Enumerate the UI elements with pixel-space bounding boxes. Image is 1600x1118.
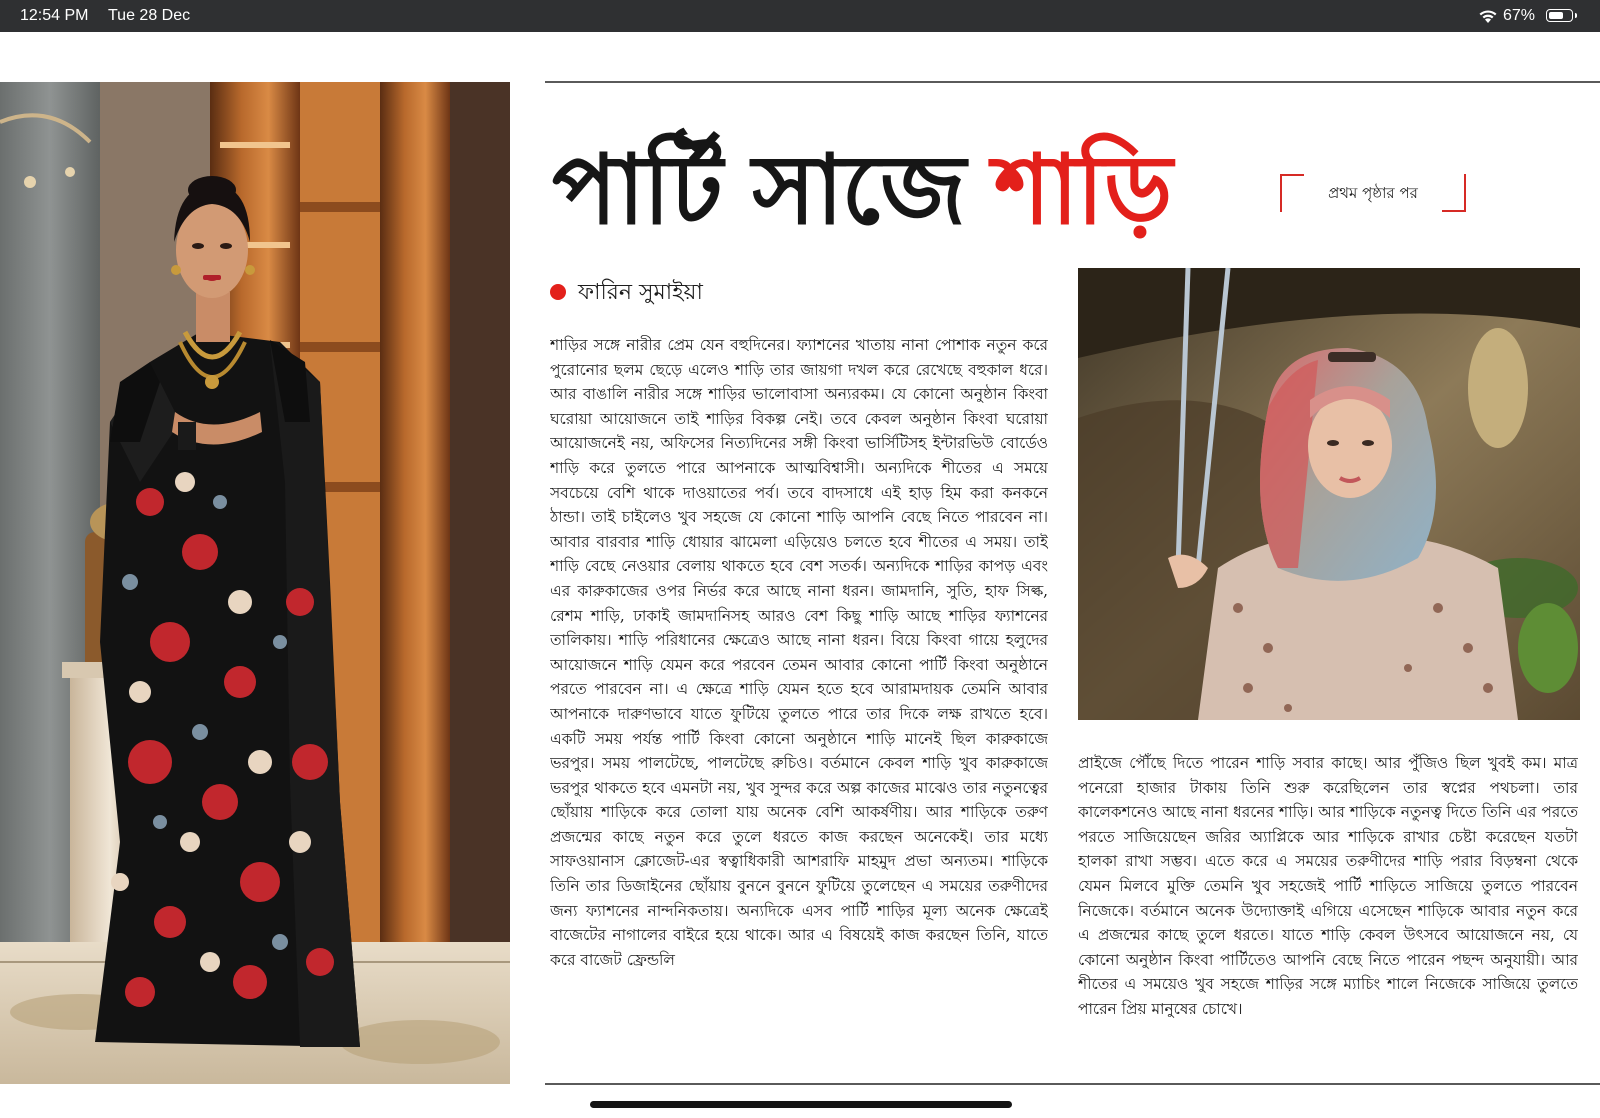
continued-label: প্রথম পৃষ্ঠার পর bbox=[1328, 184, 1418, 202]
battery-percent: 67% bbox=[1503, 7, 1536, 24]
battery-level-fill bbox=[1549, 12, 1563, 19]
status-date: Tue 28 Dec bbox=[108, 7, 191, 24]
headline-black: পার্টি সাজে bbox=[552, 134, 964, 246]
continued-from-front-page bbox=[1280, 174, 1466, 212]
byline-bullet-icon bbox=[550, 284, 566, 300]
model-in-floral-saree-photo bbox=[0, 82, 510, 1084]
model-in-hijab-on-swing-photo bbox=[1078, 268, 1580, 720]
wifi-icon bbox=[1478, 8, 1498, 24]
status-time: 12:54 PM bbox=[20, 7, 89, 24]
top-rule bbox=[545, 81, 1600, 83]
battery-icon bbox=[1546, 9, 1573, 22]
byline bbox=[550, 278, 703, 308]
headline-red: শাড়ি bbox=[993, 134, 1171, 246]
status-bar bbox=[0, 0, 1600, 32]
headline bbox=[552, 120, 1171, 260]
bottom-rule bbox=[545, 1083, 1600, 1085]
byline-author: ফারিন সুমাইয়া bbox=[578, 280, 703, 305]
article-column-1: শাড়ির সঙ্গে নারীর প্রেম যেন বহুদিনের। ফ্যাশনের খাতায় নানা পোশাক নতুন করে পুরোনোর ছলম ছেড়ে এলেও শাড়ি তার জায়গা দখল করে রেখেছে বহুকাল ধরে। আর বাঙালি নারীর সঙ্গে শাড়ির ভালোবাসা অন্যরকম। যে কোনো অনুষ্ঠান কিংবা ঘরোয়া আয়োজনে তাই শাড়ির বিকল্প নেই। তবে কেবল অনুষ্ঠান কিংবা ঘরোয়া আয়োজনেই নয়, অফিসের নিত্যদিনের সঙ্গী কিংবা ভার্সিটিসহ ইন্টারভিউ বোর্ডেও শাড়ি করে তুলতে পারে আপনাকে আত্মবিশ্বাসী। অন্যদিকে শীতের এ সময়ে সবচেয়ে বেশি থাকে দাওয়াতের পর্ব। তবে বাদসাধে এই হাড় হিম করা কনকনে ঠান্ডা। তাই চাইলেও খুব সহজে যে কোনো শাড়ি আপনি বেছে নিতে পারবেন না। আবার বারবার শাড়ি ধোয়ার ঝামেলা এড়িয়েও চলতে হবে শীতের এ সময়। তাই শাড়ি বেছে নেওয়ার বেলায় থাকতে হবে বেশ সতর্ক। অন্যদিকে শাড়ির কাপড় এবং এর কারুকাজের ওপর নির্ভর করে আছে নানা ধরন। জামদানি, সুতি, হাফ সিল্ক, রেশম শাড়ি, ঢাকাই জামদানিসহ আরও বেশ কিছু শাড়ি আছে শাড়ির ফ্যাশনের তালিকায়। শাড়ি পরিধানের ক্ষেত্রেও আছে নানা ধরন। বিয়ে কিংবা গায়ে হলুদের আয়োজনে শাড়ি যেমন করে পরবেন তেমন আবার কোনো পার্টি কিংবা অনুষ্ঠানে পরতে পারবেন না। এ ক্ষেত্রে শাড়ি যেমন হতে হবে আরামদায়ক তেমনি আবার আপনাকে দারুণভাবে যাতে ফুটিয়ে তুলতে পারে তার দিকে লক্ষ রাখতে হবে। একটি সময় পর্যন্ত পার্টি কিংবা কোনো অনুষ্ঠানে শাড়ি মানেই ছিল কারুকাজে ভরপুর। সময় পালটেছে, পালটেছে রুচিও। বর্তমানে কেবল শাড়ি খুব কারুকাজে ভরপুর থাকতে হবে এমনটা নয়, খুব সুন্দর করে অল্প কাজের মাঝেও তার নতুনত্বের ছোঁয়ায় শাড়িকে করে তোলা যায় অনেক বেশি আকর্ষণীয়। আর শাড়িকে তরুণ প্রজন্মের কাছে নতুন করে তুলে ধরতে কাজ করছেন অনেকেই। তার মধ্যে সাফওয়ানাস ক্লোজেট-এর স্বত্বাধিকারী আশরাফি মাহমুদ প্রভা অন্যতম। শাড়িকে তিনি তার ডিজাইনের ছোঁয়ায় বুননে বুননে ফুটিয়ে তুলেছেন এ সময়ের তরুণীদের জন্য ফ্যাশনের নান্দনিকতায়। অন্যদিকে এসব পার্টি শাড়ির মূল্য অনেক ক্ষেত্রেই বাজেটের নাগালের বাইরে হয়ে থাকে। আর এ বিষয়েই কাজ করছেন তিনি, যাতে করে বাজেট ফ্রেন্ডলি bbox=[550, 336, 1048, 969]
home-indicator[interactable] bbox=[590, 1101, 1012, 1108]
article-column-2: প্রাইজে পৌঁছে দিতে পারেন শাড়ি সবার কাছে। আর পুঁজিও ছিল খুবই কম। মাত্র পনেরো হাজার টাকায় তিনি শুরু করেছিলেন তার স্বপ্নের পথচলা। তার কালেকশনেও আছে নানা ধরনের শাড়ি। আর শাড়িকে নতুনত্ব দিতে তিনি এর পরতে পরতে সাজিয়েছেন জরির অ্যাপ্লিকে আর শাড়িকে রাখার চেষ্টা করেছেন যতটা হালকা রাখা সম্ভব। এতে করে এ সময়ের তরুণীদের শাড়ি পরার বিড়ম্বনা থেকে যেমন মিলবে মুক্তি তেমনি খুব সহজেই পার্টি শাড়িতে সাজিয়ে তুলতে পারবেন নিজেকে। বর্তমানে অনেক উদ্যোক্তাই এগিয়ে এসেছেন শাড়িকে আবার নতুন করে এ প্রজন্মের কাছে তুলে ধরতে। যাতে শাড়ি কেবল উৎসবে আয়োজনে নয়, যে কোনো অনুষ্ঠান কিংবা পার্টিতেও আপনি বেছে নিতে পারেন পছন্দ অনুযায়ী। আর শীতের এ সময়েও খুব সহজে শাড়ির সঙ্গে ম্যাচিং শালে নিজেকে সাজিয়ে তুলতে পারেন প্রিয় মানুষের চোখে। bbox=[1078, 754, 1578, 1018]
